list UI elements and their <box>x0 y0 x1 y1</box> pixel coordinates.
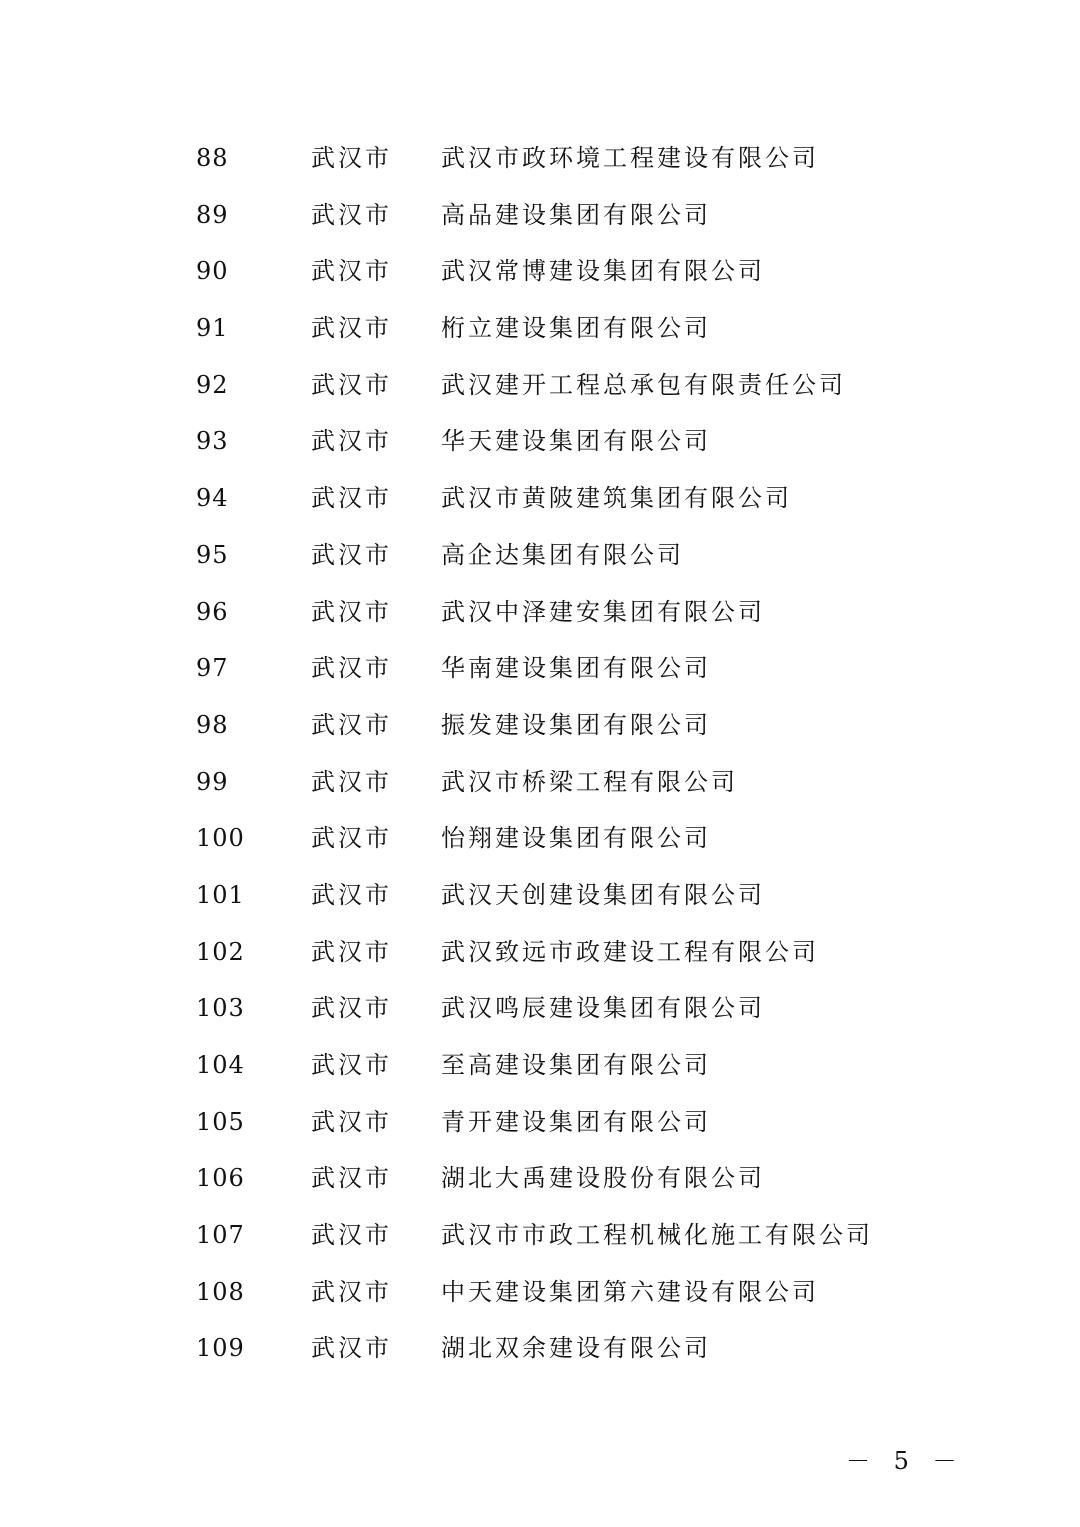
row-city: 武汉市 <box>311 257 392 286</box>
row-number: 105 <box>196 1107 245 1136</box>
row-number: 98 <box>196 710 229 739</box>
list-row <box>0 300 1080 357</box>
list-row <box>0 1320 1080 1377</box>
row-number: 90 <box>196 257 229 286</box>
row-city: 武汉市 <box>311 1164 392 1193</box>
row-city: 武汉市 <box>311 144 392 172</box>
row-number: 107 <box>196 1221 245 1250</box>
row-city: 武汉市 <box>311 880 392 909</box>
row-number: 95 <box>196 540 229 569</box>
row-company: 振发建设集团有限公司 <box>441 710 711 739</box>
row-city: 武汉市 <box>311 540 392 569</box>
row-number: 89 <box>196 200 229 229</box>
row-company: 高企达集团有限公司 <box>441 540 684 569</box>
row-number: 91 <box>196 314 229 343</box>
row-number: 97 <box>196 654 229 683</box>
row-city: 武汉市 <box>311 710 392 739</box>
row-number: 102 <box>196 937 245 966</box>
row-company: 武汉常博建设集团有限公司 <box>441 257 765 286</box>
list-row <box>0 980 1080 1037</box>
list-row <box>0 1037 1080 1094</box>
row-company: 青开建设集团有限公司 <box>441 1107 711 1136</box>
row-number: 88 <box>196 144 229 172</box>
row-number: 101 <box>196 880 245 909</box>
row-number: 92 <box>196 370 229 399</box>
company-list <box>0 130 1080 1377</box>
list-row <box>0 470 1080 527</box>
row-city: 武汉市 <box>311 597 392 626</box>
list-row <box>0 527 1080 584</box>
list-row <box>0 1094 1080 1151</box>
row-city: 武汉市 <box>311 1334 392 1363</box>
list-row <box>0 924 1080 981</box>
row-number: 108 <box>196 1277 245 1306</box>
row-company: 华南建设集团有限公司 <box>441 654 711 683</box>
row-company: 湖北双余建设有限公司 <box>441 1334 711 1363</box>
list-row <box>0 357 1080 414</box>
row-city: 武汉市 <box>311 1277 392 1306</box>
list-row <box>0 1207 1080 1264</box>
list-row <box>0 1150 1080 1207</box>
row-company: 武汉中泽建安集团有限公司 <box>441 597 765 626</box>
row-company: 华天建设集团有限公司 <box>441 427 711 456</box>
list-row <box>0 584 1080 641</box>
row-company: 武汉市政环境工程建设有限公司 <box>441 144 819 172</box>
row-company: 武汉建开工程总承包有限责任公司 <box>441 370 846 399</box>
row-company: 至高建设集团有限公司 <box>441 1051 711 1079</box>
list-row <box>0 697 1080 754</box>
row-number: 96 <box>196 597 229 626</box>
list-row <box>0 754 1080 811</box>
row-city: 武汉市 <box>311 994 392 1023</box>
row-company: 中天建设集团第六建设有限公司 <box>441 1277 819 1306</box>
row-company: 高品建设集团有限公司 <box>441 200 711 229</box>
row-city: 武汉市 <box>311 200 392 229</box>
row-city: 武汉市 <box>311 1107 392 1136</box>
row-city: 武汉市 <box>311 427 392 456</box>
list-row <box>0 413 1080 470</box>
row-company: 武汉市黄陂建筑集团有限公司 <box>441 484 792 513</box>
row-company: 武汉致远市政建设工程有限公司 <box>441 937 819 966</box>
row-number: 94 <box>196 484 229 513</box>
row-city: 武汉市 <box>311 314 392 343</box>
row-number: 103 <box>196 994 245 1023</box>
list-row <box>0 243 1080 300</box>
list-row <box>0 810 1080 867</box>
list-row <box>0 187 1080 244</box>
list-row <box>0 867 1080 924</box>
row-company: 武汉天创建设集团有限公司 <box>441 880 765 909</box>
row-city: 武汉市 <box>311 370 392 399</box>
row-company: 武汉市桥梁工程有限公司 <box>441 767 738 796</box>
row-number: 104 <box>196 1051 245 1079</box>
list-row <box>0 640 1080 697</box>
page-number: － 5 － <box>846 1447 965 1475</box>
row-number: 93 <box>196 427 229 456</box>
row-city: 武汉市 <box>311 824 392 853</box>
row-city: 武汉市 <box>311 484 392 513</box>
list-row <box>0 130 1080 187</box>
row-number: 109 <box>196 1334 245 1363</box>
list-row <box>0 1264 1080 1321</box>
row-city: 武汉市 <box>311 1221 392 1250</box>
row-city: 武汉市 <box>311 1051 392 1079</box>
row-number: 99 <box>196 767 229 796</box>
row-company: 桁立建设集团有限公司 <box>441 314 711 343</box>
row-company: 武汉市市政工程机械化施工有限公司 <box>441 1221 873 1250</box>
row-number: 106 <box>196 1164 245 1193</box>
row-company: 怡翔建设集团有限公司 <box>441 824 711 853</box>
row-city: 武汉市 <box>311 767 392 796</box>
row-company: 湖北大禹建设股份有限公司 <box>441 1164 765 1193</box>
row-number: 100 <box>196 824 245 853</box>
row-city: 武汉市 <box>311 654 392 683</box>
row-city: 武汉市 <box>311 937 392 966</box>
row-company: 武汉鸣辰建设集团有限公司 <box>441 994 765 1023</box>
